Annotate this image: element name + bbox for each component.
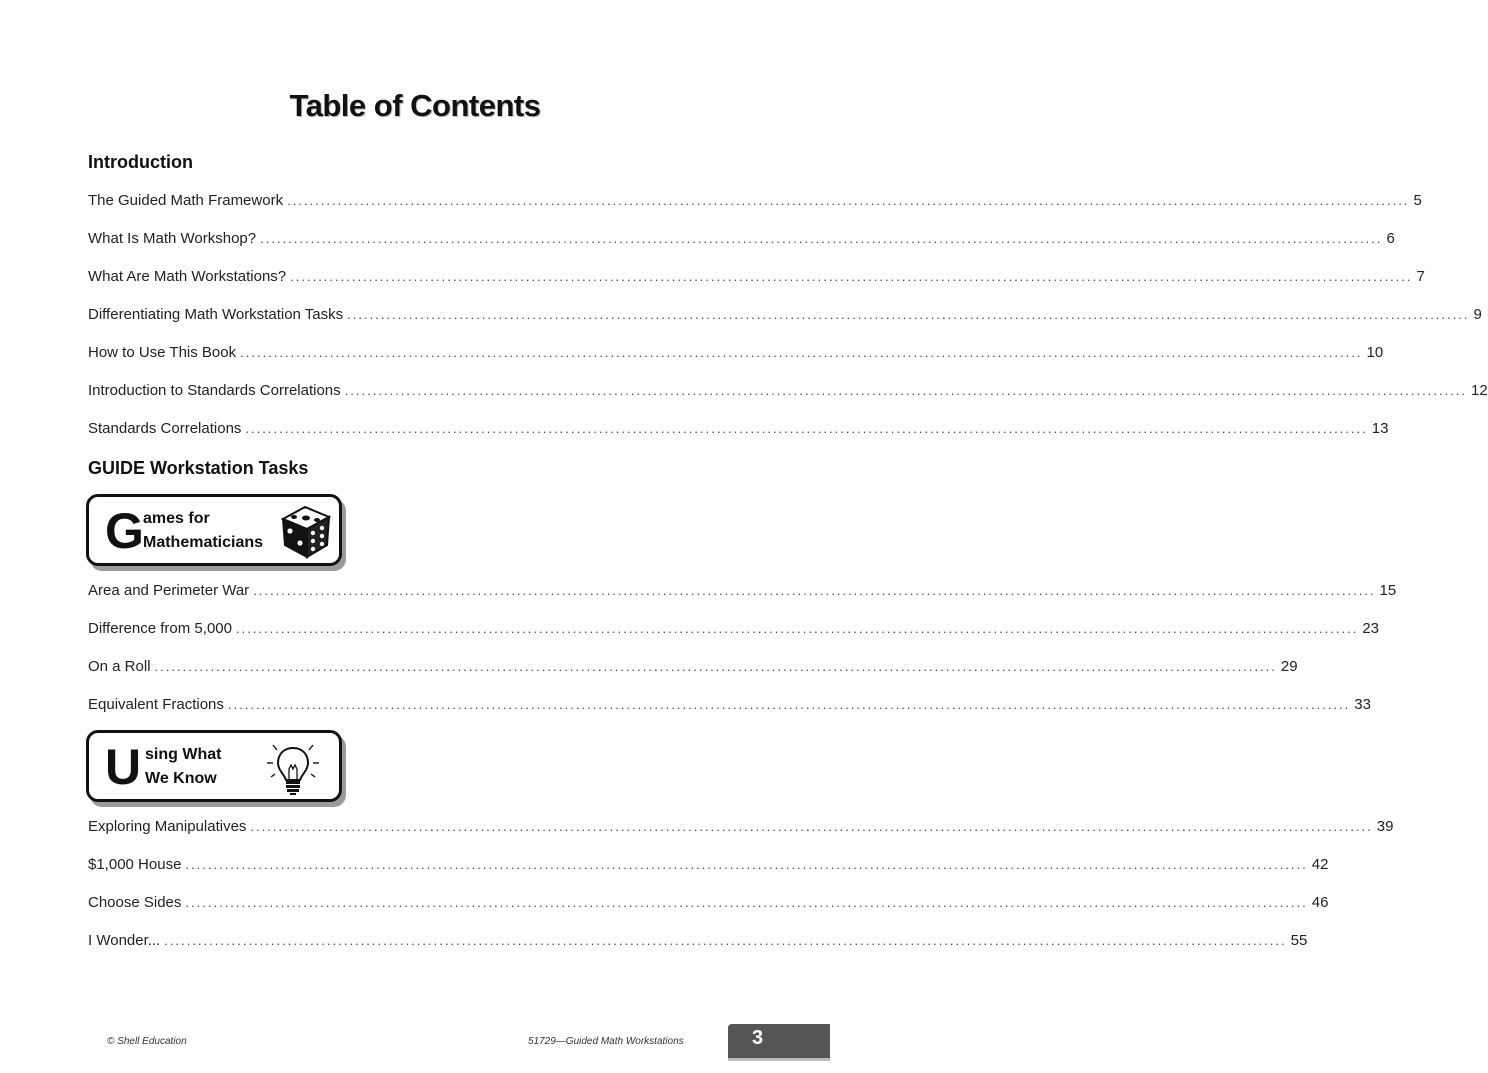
toc-entry[interactable] xyxy=(88,856,1329,878)
page-title: Table of Contents xyxy=(289,88,541,123)
footer-copyright: © Shell Education xyxy=(107,1036,187,1047)
toc-entry-page: 9 xyxy=(1473,306,1482,323)
toc-entry-page: 10 xyxy=(1366,344,1384,361)
toc-entry-page: 46 xyxy=(1311,894,1329,911)
toc-entry-page: 33 xyxy=(1354,696,1371,713)
toc-entry-label: Differentiating Math Workstation Tasks xyxy=(88,306,344,323)
toc-entry-page: 29 xyxy=(1280,658,1298,675)
toc-entry[interactable] xyxy=(88,420,1389,442)
dice-icon xyxy=(277,503,333,561)
toc-entry[interactable] xyxy=(88,658,1298,680)
toc-entry-page: 15 xyxy=(1379,582,1397,599)
dot-leader: ........................................................................................................................................................................................................ xyxy=(344,383,1468,398)
toc-entry[interactable] xyxy=(88,582,1397,604)
toc-entry[interactable] xyxy=(88,306,1482,328)
toc-entry[interactable] xyxy=(88,268,1425,290)
dot-leader: ........................................................................................................................................................................................................ xyxy=(260,231,1383,246)
using-what-we-know-badge xyxy=(86,730,342,802)
section-heading-introduction: Introduction xyxy=(88,152,193,172)
toc-entry-page: 42 xyxy=(1311,856,1329,873)
toc-entry[interactable] xyxy=(88,230,1395,252)
toc-entry-page: 12 xyxy=(1471,382,1488,399)
dot-leader: ........................................................................................................................................................................................................ xyxy=(287,193,1410,208)
toc-entry[interactable] xyxy=(88,344,1384,366)
dot-leader: ........................................................................................................................................................................................................ xyxy=(185,895,1308,910)
toc-entry-label: Equivalent Fractions xyxy=(88,696,224,713)
toc-entry-label: What Is Math Workshop? xyxy=(88,230,257,247)
toc-entry[interactable] xyxy=(88,382,1488,404)
toc-entry-label: Introduction to Standards Correlations xyxy=(88,382,341,399)
dot-leader: ........................................................................................................................................................................................................ xyxy=(253,583,1376,598)
dot-leader: ........................................................................................................................................................................................................ xyxy=(164,933,1287,948)
toc-entry-page: 23 xyxy=(1362,620,1380,637)
badge-title xyxy=(143,507,263,555)
toc-entry-label: Exploring Manipulatives xyxy=(88,818,247,835)
toc-entry-label: Difference from 5,000 xyxy=(88,620,232,637)
badge-title xyxy=(145,743,221,791)
toc-entry-page: 5 xyxy=(1413,192,1422,209)
page-number: 3 xyxy=(752,1027,764,1049)
toc-entry-label: Area and Perimeter War xyxy=(88,582,250,599)
toc-entry-label: I Wonder... xyxy=(88,932,161,949)
badge-initial-letter: U xyxy=(105,739,142,795)
toc-entry[interactable] xyxy=(88,620,1380,642)
toc-entry[interactable] xyxy=(88,696,1371,718)
toc-entry-page: 39 xyxy=(1376,818,1394,835)
section-heading-guide: GUIDE Workstation Tasks xyxy=(88,458,309,478)
toc-entry-label: How to Use This Book xyxy=(88,344,237,361)
badge-initial-letter: G xyxy=(105,503,144,559)
dot-leader: ........................................................................................................................................................................................................ xyxy=(240,345,1363,360)
toc-entry-label: Standards Correlations xyxy=(88,420,242,437)
badge-title-line2: We Know xyxy=(145,770,217,787)
games-for-mathematicians-badge xyxy=(86,494,342,566)
toc-entry-label: What Are Math Workstations? xyxy=(88,268,287,285)
toc-entry[interactable] xyxy=(88,894,1329,916)
toc-entry[interactable] xyxy=(88,818,1394,840)
lightbulb-icon xyxy=(263,739,323,799)
dot-leader: ........................................................................................................................................................................................................ xyxy=(185,857,1308,872)
dot-leader: ........................................................................................................................................................................................................ xyxy=(245,421,1368,436)
toc-entry-page: 7 xyxy=(1416,268,1425,285)
footer-book-title: 51729—Guided Math Workstations xyxy=(528,1036,684,1047)
dot-leader: ........................................................................................................................................................................................................ xyxy=(290,269,1413,284)
toc-entry-label: On a Roll xyxy=(88,658,151,675)
page-number-tab xyxy=(728,1024,830,1058)
badge-title-line2: Mathematicians xyxy=(143,534,264,551)
dot-leader: ........................................................................................................................................................................................................ xyxy=(154,659,1277,674)
badge-title-line1: ames for xyxy=(143,510,210,527)
toc-entry[interactable] xyxy=(88,932,1308,954)
toc-entry-page: 13 xyxy=(1371,420,1389,437)
toc-entry-page: 6 xyxy=(1386,230,1395,247)
toc-entry-label: The Guided Math Framework xyxy=(88,192,284,209)
dot-leader: ........................................................................................................................................................................................................ xyxy=(235,621,1359,636)
dot-leader: ........................................................................................................................................................................................................ xyxy=(347,307,1470,322)
toc-entry[interactable] xyxy=(88,192,1422,214)
dot-leader: ........................................................................................................................................................................................................ xyxy=(250,819,1373,834)
toc-entry-label: $1,000 House xyxy=(88,856,182,873)
dot-leader: ........................................................................................................................................................................................................ xyxy=(227,697,1351,712)
toc-entry-label: Choose Sides xyxy=(88,894,182,911)
badge-title-line1: sing What xyxy=(145,746,222,763)
toc-entry-page: 55 xyxy=(1290,932,1308,949)
